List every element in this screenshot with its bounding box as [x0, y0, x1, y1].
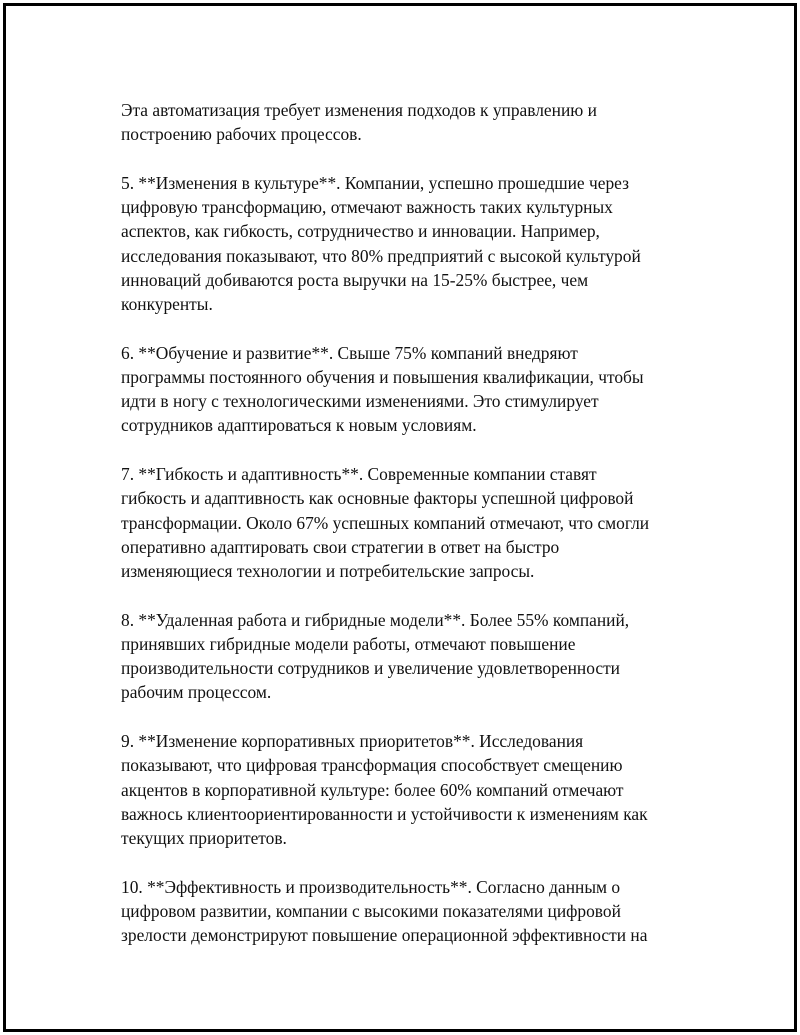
text-line: гибкость и адаптивность как основные факторы успешной цифровой	[121, 488, 634, 509]
paragraph-item-7	[121, 462, 701, 583]
text-line: 10. **Эффективность и производительность**. Согласно данным о	[121, 876, 621, 897]
text-line: трансформации. Около 67% успешных компаний отмечают, что смогли	[121, 512, 650, 533]
text-line: зрелости демонстрируют повышение операционной эффективности на	[121, 925, 648, 946]
text-line: конкуренты.	[121, 294, 213, 315]
text-line: оперативно адаптировать свои стратегии в ответ на быстро	[121, 536, 560, 557]
paragraph-item-9	[121, 729, 701, 850]
paragraph-item-10	[121, 875, 701, 948]
text-line: 9. **Изменение корпоративных приоритетов**. Исследования	[121, 731, 584, 752]
text-line: принявших гибридные модели работы, отмечают повышение	[121, 634, 576, 655]
text-line: изменяющиеся технологии и потребительские запросы.	[121, 561, 535, 582]
page-border	[3, 3, 797, 1032]
paragraph-item-8	[121, 608, 701, 705]
text-line: акцентов в корпоративной культуре: более 60% компаний отмечают	[121, 779, 624, 800]
paragraph-item-6	[121, 341, 701, 438]
paragraph-intro	[121, 98, 701, 146]
text-line: текущих приоритетов.	[121, 828, 287, 849]
text-line: программы постоянного обучения и повышения квалификации, чтобы	[121, 367, 644, 388]
text-line: рабочим процессом.	[121, 682, 272, 703]
text-line: инноваций добиваются роста выручки на 15-25% быстрее, чем	[121, 269, 589, 290]
text-line: 6. **Обучение и развитие**. Свыше 75% компаний внедряют	[121, 342, 578, 363]
text-line: показывают, что цифровая трансформация способствует смещению	[121, 755, 623, 776]
paragraph-item-5	[121, 171, 701, 316]
text-line: цифровом развитии, компании с высокими показателями цифровой	[121, 901, 621, 922]
text-line: Эта автоматизация требует изменения подходов к управлению и	[121, 100, 597, 120]
text-line: исследования показывают, что 80% предприятий с высокой культурой	[121, 245, 641, 266]
text-line: важнось клиентоориентированности и устойчивости к изменениям как	[121, 803, 648, 824]
text-line: 7. **Гибкость и адаптивность**. Современные компании ставят	[121, 464, 597, 485]
document-body	[121, 98, 701, 972]
text-line: сотрудников адаптироваться к новым условиям.	[121, 415, 477, 436]
text-line: построению рабочих процессов.	[121, 124, 362, 145]
text-line: идти в ногу с технологическими изменениями. Это стимулирует	[121, 391, 599, 412]
text-line: 8. **Удаленная работа и гибридные модели**. Более 55% компаний,	[121, 609, 630, 630]
text-line: 5. **Изменения в культуре**. Компании, успешно прошедшие через	[121, 173, 629, 193]
text-line: производительности сотрудников и увеличение удовлетворенности	[121, 658, 620, 679]
text-line: аспектов, как гибкость, сотрудничество и инновации. Например,	[121, 221, 600, 242]
text-line: цифровую трансформацию, отмечают важность таких культурных	[121, 197, 613, 218]
